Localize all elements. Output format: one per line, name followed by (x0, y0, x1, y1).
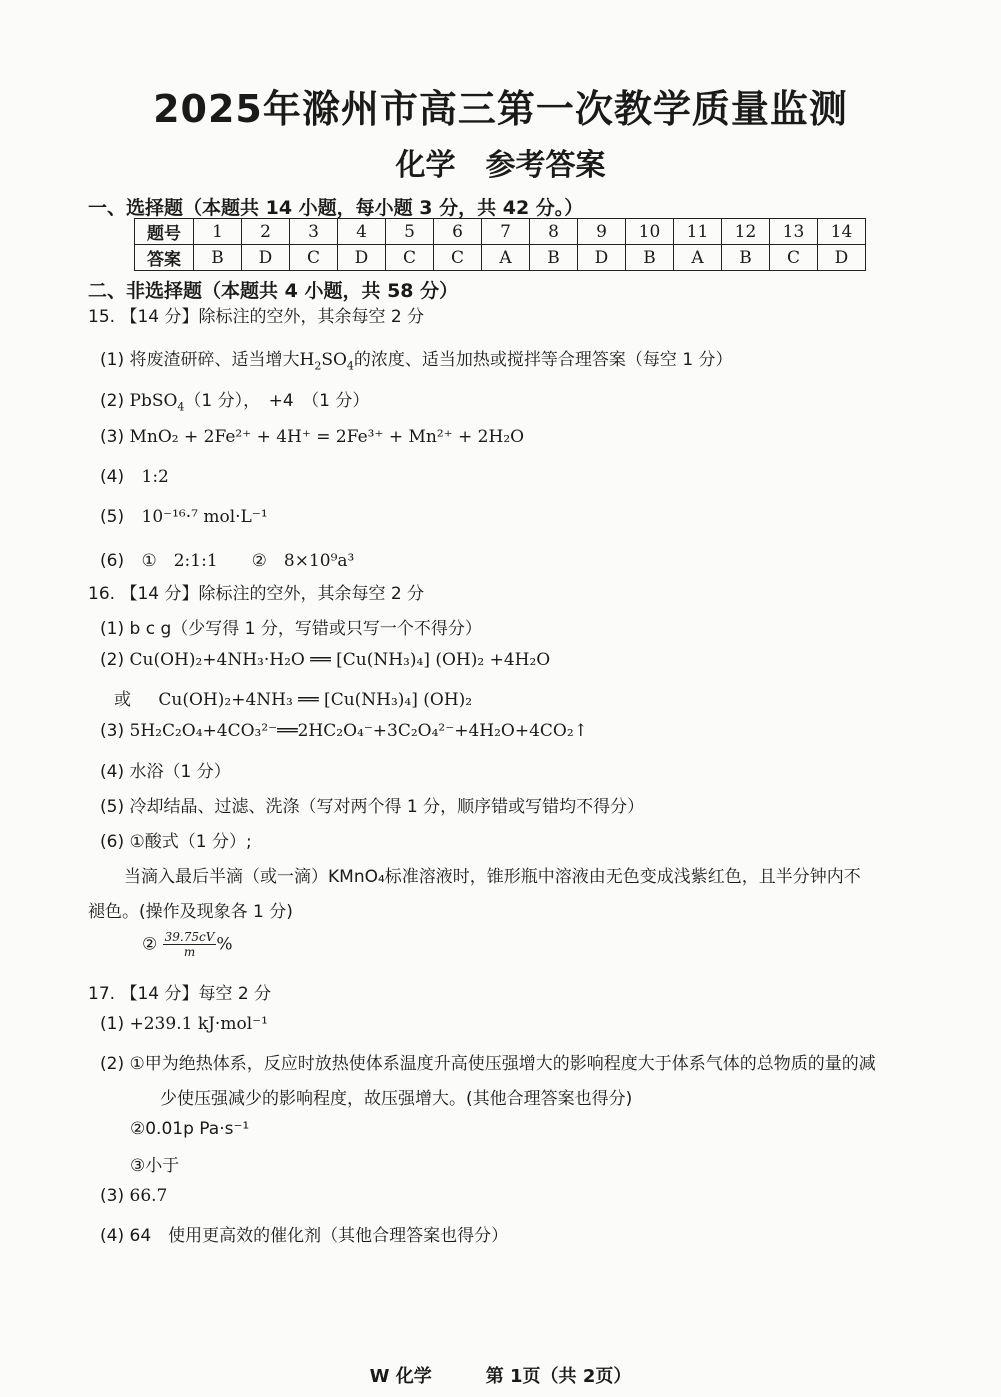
question-number-cell: 8 (530, 219, 578, 245)
q15-answer-4 (100, 467, 169, 487)
q16-answer-6 (100, 827, 252, 852)
q16-a5: 冷却结晶、过滤、洗涤（写对两个得 1 分，顺序错或写错均不得分） (129, 797, 645, 817)
q17-a4: 64 使用更高效的催化剂（其他合理答案也得分） (129, 1226, 509, 1246)
answer-table-answer-row (135, 245, 866, 271)
q16-a2: Cu(OH)₂+4NH₃·H₂O ══ [Cu(NH₃)₄] (OH)₂ +4H₂O (129, 650, 551, 670)
fraction-denominator: m (183, 945, 196, 959)
page-subtitle: 化学 参考答案 (395, 148, 606, 183)
q15-a1-chem: $H_2SO_4$ (299, 350, 354, 373)
q17-a2-line1: ①甲为绝热体系，反应时放热使体系温度升高使压强增大的影响程度大于体系气体的总物质的量的减 (129, 1054, 876, 1074)
q15-answer-5 (100, 507, 268, 527)
q17-answer-2 (100, 1049, 876, 1074)
q17-a2-c: ③小于 (130, 1156, 180, 1176)
q15-a4: 1:2 (141, 467, 169, 487)
q15-a6-num: (6) (100, 551, 125, 571)
q17-a1: +239.1 kJ·mol⁻¹ (129, 1014, 268, 1034)
question-number-cell: 3 (290, 219, 338, 245)
question-number-cell: 14 (818, 219, 866, 245)
q15-answer-2 (100, 386, 369, 413)
answer-table-number-row (135, 219, 866, 245)
q16-a3: 5H₂C₂O₄+4CO₃²⁻══2HC₂O₄⁻+3C₂O₄²⁻+4H₂O+4CO₂↑ (129, 721, 588, 741)
q16-a4: 水浴（1 分） (129, 762, 231, 782)
q16-a2b: Cu(OH)₂+4NH₃ ══ [Cu(NH₃)₄] (OH)₂ (158, 690, 473, 710)
q16-answer-2b (114, 685, 472, 710)
q16-a6-c2: ② (142, 934, 158, 955)
q16-a6-formula (142, 930, 233, 959)
q16-answer-4 (100, 757, 231, 782)
answer-cell: D (338, 245, 386, 271)
q15-answer-6 (100, 546, 354, 571)
q15-heading: 15. 【14 分】除标注的空外，其余每空 2 分 (88, 307, 425, 327)
q17-answer-1 (100, 1014, 268, 1034)
q16-a6-text-line1: 当滴入最后半滴（或一滴）KMnO₄标准溶液时，锥形瓶中溶液由无色变成浅紫红色，且半分钟内不 (124, 867, 861, 887)
q15-a2-num: (2) (100, 391, 125, 411)
question-number-cell: 12 (722, 219, 770, 245)
answer-cell: D (578, 245, 626, 271)
q16-a4-num: (4) (100, 762, 125, 782)
answer-table (134, 218, 866, 271)
q15-a6: ① 2:1:1 ② 8×10⁹a³ (141, 551, 355, 571)
q15-a5-num: (5) (100, 507, 125, 527)
question-number-cell: 13 (770, 219, 818, 245)
row-label-number: 题号 (135, 219, 194, 245)
q16-answer-2 (100, 650, 550, 670)
fraction-numerator: 39.75cV (164, 930, 215, 944)
question-number-cell: 6 (434, 219, 482, 245)
question-number-cell: 5 (386, 219, 434, 245)
q15-a1-num: (1) (100, 350, 125, 370)
answer-cell: D (818, 245, 866, 271)
q17-answer-3 (100, 1186, 167, 1206)
page-footer: W 化学 第 1页（共 2页） (369, 1366, 632, 1387)
question-number-cell: 11 (674, 219, 722, 245)
q15-a4-num: (4) (100, 467, 125, 487)
page-title: 2025年滁州市高三第一次教学质量监测 (153, 87, 848, 131)
q16-a6-text-line2: 褪色。(操作及现象各 1 分) (88, 902, 293, 922)
answer-cell: C (386, 245, 434, 271)
q16-a2-or: 或 (114, 690, 131, 710)
question-number-cell: 7 (482, 219, 530, 245)
q16-a6-fraction (163, 930, 217, 959)
row-label-answer: 答案 (135, 245, 194, 271)
q16-a6-percent: % (216, 934, 233, 955)
q17-a2-line2: 少使压强减少的影响程度，故压强增大。(其他合理答案也得分) (160, 1089, 633, 1109)
answer-cell: B (722, 245, 770, 271)
q17-heading: 17. 【14 分】每空 2 分 (88, 984, 272, 1004)
answer-cell: C (434, 245, 482, 271)
q16-a3-num: (3) (100, 721, 125, 741)
q15-a3-eq: MnO₂ + 2Fe²⁺ + 4H⁺ = 2Fe³⁺ + Mn²⁺ + 2H₂O (129, 427, 525, 447)
answer-cell: A (674, 245, 722, 271)
q17-a3-num: (3) (100, 1186, 125, 1206)
q16-a6-num: (6) (100, 832, 125, 852)
q15-a1-pre: 将废渣研碎、适当增大 (129, 350, 300, 370)
q15-answer-1 (100, 345, 733, 372)
answer-cell: C (290, 245, 338, 271)
answer-cell: C (770, 245, 818, 271)
question-number-cell: 1 (194, 219, 242, 245)
question-number-cell: 2 (242, 219, 290, 245)
q16-answer-3 (100, 721, 588, 741)
q16-a6: ①酸式（1 分）; (129, 832, 252, 852)
section1-heading: 一、选择题（本题共 14 小题，每小题 3 分，共 42 分。） (88, 197, 584, 219)
q15-a1-post: 的浓度、适当加热或搅拌等合理答案（每空 1 分） (353, 350, 733, 370)
q16-a1-num: (1) (100, 619, 125, 639)
q16-a2-num: (2) (100, 650, 125, 670)
question-number-cell: 9 (578, 219, 626, 245)
q16-answer-5 (100, 792, 644, 817)
q17-a2-b: ②0.01p Pa·s⁻¹ (130, 1119, 250, 1139)
q17-a3: 66.7 (129, 1186, 168, 1206)
q15-a5: 10⁻¹⁶·⁷ mol·L⁻¹ (141, 507, 268, 527)
answer-cell: B (530, 245, 578, 271)
q16-answer-1 (100, 614, 482, 639)
q17-a4-num: (4) (100, 1226, 125, 1246)
question-number-cell: 4 (338, 219, 386, 245)
q17-answer-4 (100, 1221, 508, 1246)
q16-heading: 16. 【14 分】除标注的空外，其余每空 2 分 (88, 584, 425, 604)
q15-a3-num: (3) (100, 427, 125, 447)
answer-cell: B (626, 245, 674, 271)
answer-cell: A (482, 245, 530, 271)
q15-a2-chem: PbSO$_4$ (129, 391, 185, 414)
q17-a2-num: (2) (100, 1054, 125, 1074)
q15-answer-3 (100, 427, 524, 447)
answer-cell: D (242, 245, 290, 271)
answer-cell: B (194, 245, 242, 271)
question-number-cell: 10 (626, 219, 674, 245)
q15-a2-post: （1 分）， +4 （1 分） (184, 391, 370, 411)
section2-heading: 二、非选择题（本题共 4 小题，共 58 分） (88, 280, 459, 302)
q17-a1-num: (1) (100, 1014, 125, 1034)
q16-a1: b c g（少写得 1 分，写错或只写一个不得分） (129, 619, 482, 639)
q16-a5-num: (5) (100, 797, 125, 817)
